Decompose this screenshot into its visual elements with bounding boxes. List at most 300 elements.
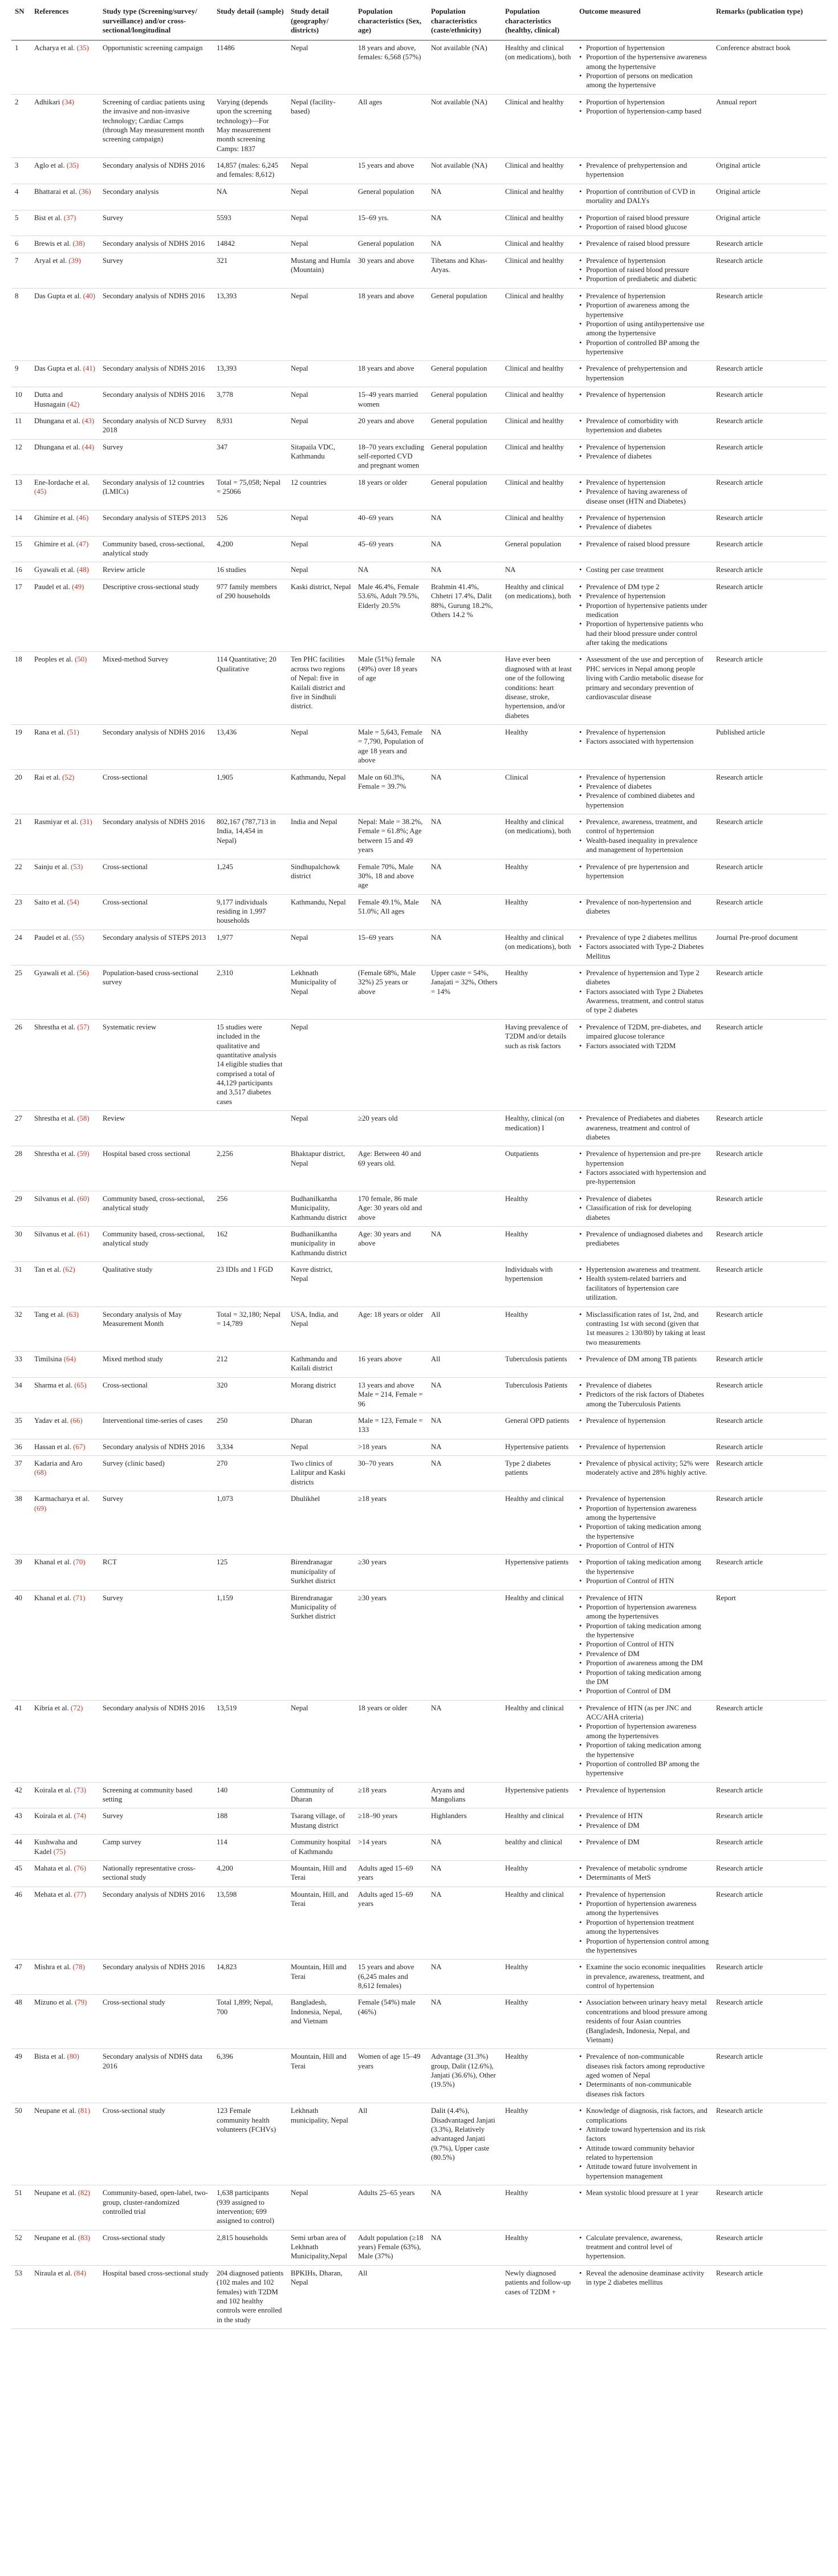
cell-geography: Dhulikhel: [287, 1491, 355, 1555]
cell-sex-age: Age: 18 years or older: [355, 1307, 428, 1352]
cell-sex-age: All: [355, 2103, 428, 2185]
cell-caste: NA: [428, 725, 502, 770]
table-row: [11, 1439, 827, 1455]
table-row: [11, 158, 827, 184]
cell-sample: 125: [213, 1555, 287, 1590]
outcome-item: • Prevalence of pre hypertension and hypertension: [579, 862, 709, 881]
table-row: [11, 2230, 827, 2265]
cell-caste: [428, 1555, 502, 1590]
reference-citation-link[interactable]: (37): [63, 213, 76, 222]
reference-citation-link[interactable]: (74): [74, 1812, 86, 1820]
reference-author: Aryal et al.: [34, 256, 67, 265]
cell-sn: 1: [11, 40, 31, 94]
reference-citation-link[interactable]: (60): [77, 1194, 90, 1203]
cell-sn: 26: [11, 1019, 31, 1110]
cell-sample: 14,823: [213, 1960, 287, 1995]
reference-citation-link[interactable]: (71): [73, 1593, 86, 1602]
cell-caste: Upper caste = 54%, Janajati = 32%, Others = 14%: [428, 965, 502, 1019]
cell-study-type: Cross-sectional: [99, 1377, 213, 1413]
cell-caste: NA: [428, 236, 502, 253]
outcome-item: • Factors associated with T2DM: [579, 1041, 709, 1050]
outcome-item: • Prevalence of undiagnosed diabetes and prediabetes: [579, 1230, 709, 1248]
cell-sex-age: Adults 25–65 years: [355, 2185, 428, 2230]
reference-citation-link[interactable]: (44): [82, 443, 95, 451]
cell-caste: NA: [428, 1960, 502, 1995]
outcome-list: [579, 2233, 709, 2261]
cell-geography: Sindhupalchowk district: [287, 859, 355, 894]
cell-caste: NA: [428, 1887, 502, 1960]
cell-remarks: Research article: [713, 579, 827, 652]
cell-outcomes: [576, 413, 713, 439]
cell-reference: [31, 474, 99, 510]
cell-sample: 11486: [213, 40, 287, 94]
cell-geography: Nepal: [287, 361, 355, 387]
reference-citation-link[interactable]: (34): [62, 98, 75, 106]
outcome-list: [579, 513, 709, 532]
outcome-item: • Proportion of awareness among the hypertensive: [579, 301, 709, 319]
cell-reference: [31, 510, 99, 536]
cell-clinical: Clinical and healthy: [502, 184, 576, 210]
table-row: [11, 1146, 827, 1191]
table-row: [11, 94, 827, 157]
cell-caste: NA: [428, 510, 502, 536]
cell-sample: 1,073: [213, 1491, 287, 1555]
cell-study-type: Secondary analysis of STEPS 2013: [99, 930, 213, 965]
cell-sex-age: ≥18 years: [355, 1782, 428, 1808]
cell-remarks: Research article: [713, 510, 827, 536]
reference-citation-link[interactable]: (55): [72, 933, 84, 942]
cell-reference: [31, 1995, 99, 2049]
cell-study-type: Secondary analysis of NDHS 2016: [99, 387, 213, 413]
cell-caste: NA: [428, 1700, 502, 1782]
cell-caste: Aryans and Mangolians: [428, 1782, 502, 1808]
cell-sex-age: 18 years and above: [355, 361, 428, 387]
cell-sn: 23: [11, 894, 31, 930]
reference-citation-link[interactable]: (35): [76, 43, 89, 52]
reference-author: Ghimire et al.: [34, 539, 75, 548]
reference-citation-link[interactable]: (64): [63, 1355, 76, 1363]
outcome-list: [579, 1149, 709, 1187]
cell-reference: [31, 562, 99, 579]
table-row: [11, 769, 827, 814]
cell-geography: Nepal: [287, 413, 355, 439]
reference-citation-link[interactable]: (67): [73, 1442, 86, 1451]
reference-author: Kadaria and Aro: [34, 1459, 83, 1467]
cell-sex-age: Adult population (≥18 years) Female (63%), Male (37%): [355, 2230, 428, 2265]
table-row: [11, 1555, 827, 1590]
reference-author: Neupane et al.: [34, 2189, 76, 2197]
cell-sex-age: 16 years above: [355, 1352, 428, 1378]
reference-citation-link[interactable]: (31): [80, 818, 92, 826]
cell-sample: 204 diagnosed patients (102 males and 102 females) with T2DM and 102 healthy controls were enrolled in the study: [213, 2265, 287, 2328]
outcome-item: • Prevalence of prehypertension and hypertension: [579, 364, 709, 383]
cell-remarks: Research article: [713, 1887, 827, 1960]
cell-sn: 35: [11, 1413, 31, 1439]
outcome-item: • Prevalence of hypertension: [579, 1786, 709, 1795]
cell-sample: 320: [213, 1377, 287, 1413]
outcome-item: • Proportion of controlled BP among the hypertensive: [579, 1759, 709, 1778]
reference-citation-link[interactable]: (39): [68, 256, 81, 265]
cell-remarks: Research article: [713, 1555, 827, 1590]
outcome-list: [579, 1114, 709, 1142]
reference-citation-link[interactable]: (69): [34, 1504, 47, 1512]
cell-clinical: Healthy and clinical (on medications), both: [502, 814, 576, 859]
reference-author: Gyawali et al.: [34, 968, 75, 977]
cell-caste: NA: [428, 814, 502, 859]
cell-clinical: Clinical and healthy: [502, 474, 576, 510]
cell-sex-age: Nepal: Male = 38.2%, Female = 61.8%; Age between 15 and 49 years: [355, 814, 428, 859]
cell-reference: [31, 1456, 99, 1491]
cell-caste: [428, 1146, 502, 1191]
cell-clinical: Outpatients: [502, 1146, 576, 1191]
outcome-item: • Prevalence of hypertension: [579, 256, 709, 265]
cell-remarks: Research article: [713, 814, 827, 859]
cell-sn: 15: [11, 536, 31, 562]
outcome-item: • Proportion of hypertension: [579, 98, 709, 107]
cell-sex-age: 18 years and above: [355, 288, 428, 361]
table-row: [11, 474, 827, 510]
reference-citation-link[interactable]: (45): [34, 488, 47, 496]
reference-citation-link[interactable]: (35): [66, 161, 79, 169]
cell-study-type: Secondary analysis of NDHS data 2016: [99, 2049, 213, 2103]
reference-citation-link[interactable]: (62): [63, 1265, 75, 1273]
cell-geography: Nepal: [287, 930, 355, 965]
cell-reference: [31, 1555, 99, 1590]
reference-citation-link[interactable]: (53): [70, 862, 83, 871]
outcome-item: • Proportion of taking medication among the hypertensive: [579, 1741, 709, 1759]
cell-sample: 4,200: [213, 536, 287, 562]
outcome-item: • Costing per case treatment: [579, 565, 709, 574]
cell-caste: [428, 1191, 502, 1226]
reference-citation-link[interactable]: (36): [79, 187, 91, 196]
reference-citation-link[interactable]: (42): [67, 400, 80, 408]
cell-outcomes: [576, 579, 713, 652]
cell-sample: 321: [213, 253, 287, 288]
cell-study-type: Secondary analysis of NDHS 2016: [99, 361, 213, 387]
cell-study-type: Descriptive cross-sectional study: [99, 579, 213, 652]
cell-sn: 36: [11, 1439, 31, 1455]
cell-study-type: Systematic review: [99, 1019, 213, 1110]
reference-citation-link[interactable]: (82): [78, 2189, 91, 2197]
cell-sn: 43: [11, 1808, 31, 1835]
reference-author: Rana et al.: [34, 728, 66, 736]
cell-sex-age: General population: [355, 236, 428, 253]
cell-reference: [31, 2185, 99, 2230]
cell-study-type: Cross-sectional: [99, 894, 213, 930]
reference-citation-link[interactable]: (59): [77, 1150, 90, 1158]
cell-sex-age: 15 years and above: [355, 158, 428, 184]
reference-citation-link[interactable]: (84): [74, 2269, 86, 2277]
cell-geography: USA, India, and Nepal: [287, 1307, 355, 1352]
cell-sex-age: [355, 1262, 428, 1307]
outcome-list: [579, 1459, 709, 1478]
outcome-item: • Prevalence of diabetes: [579, 522, 709, 532]
cell-sex-age: 18–70 years excluding self-reported CVD and pregnant women: [355, 439, 428, 474]
reference-citation-link[interactable]: (50): [75, 655, 87, 664]
cell-outcomes: [576, 2049, 713, 2103]
cell-reference: [31, 2265, 99, 2328]
cell-geography: Mountain, Hill, and Terai: [287, 1887, 355, 1960]
outcome-item: • Proportion of hypertension control among the hypertensives: [579, 1937, 709, 1956]
outcome-item: • Calculate prevalence, awareness, treatment and control level of hypertension.: [579, 2233, 709, 2261]
cell-outcomes: [576, 814, 713, 859]
cell-sample: 1,245: [213, 859, 287, 894]
outcome-item: • Prevalence of hypertension and Type 2 diabetes: [579, 968, 709, 987]
outcome-item: • Association between urinary heavy metal concentrations and blood pressure among residents of four Asian countries (Bangladesh, Indonesia, Nepal, and Vietnam): [579, 1998, 709, 2044]
cell-sex-age: 18 years or older: [355, 1700, 428, 1782]
header-study-geography: Study detail (geography/ districts): [287, 5, 355, 40]
cell-clinical: Healthy: [502, 2103, 576, 2185]
cell-remarks: Research article: [713, 413, 827, 439]
cell-reference: [31, 1191, 99, 1226]
table-row: [11, 814, 827, 859]
cell-outcomes: [576, 859, 713, 894]
cell-outcomes: [576, 2230, 713, 2265]
cell-reference: [31, 579, 99, 652]
cell-geography: 12 countries: [287, 474, 355, 510]
cell-sn: 5: [11, 210, 31, 236]
outcome-list: [579, 161, 709, 180]
cell-study-type: Camp survey: [99, 1835, 213, 1861]
reference-author: Sainju et al.: [34, 862, 69, 871]
reference-citation-link[interactable]: (40): [83, 291, 95, 300]
cell-sn: 6: [11, 236, 31, 253]
cell-sn: 50: [11, 2103, 31, 2185]
outcome-item: • Prevalence of hypertension: [579, 1494, 709, 1503]
cell-sn: 31: [11, 1262, 31, 1307]
cell-sample: NA: [213, 184, 287, 210]
reference-author: Mishra et al.: [34, 1963, 71, 1971]
cell-clinical: Healthy and clinical (on medications), both: [502, 930, 576, 965]
reference-author: Niraula et al.: [34, 2269, 72, 2277]
reference-citation-link[interactable]: (48): [76, 566, 89, 574]
cell-caste: [428, 1491, 502, 1555]
reference-citation-link[interactable]: (80): [67, 2052, 79, 2061]
reference-citation-link[interactable]: (66): [70, 1416, 83, 1425]
cell-geography: Budhanilkantha municipality in Kathmandu district: [287, 1226, 355, 1261]
outcome-item: • Proportion of raised blood pressure: [579, 265, 709, 274]
reference-citation-link[interactable]: (57): [77, 1023, 90, 1031]
cell-clinical: Healthy and clinical: [502, 1887, 576, 1960]
outcome-item: • Proportion of contribution of CVD in mortality and DALYs: [579, 187, 709, 206]
reference-author: Bist et al.: [34, 213, 62, 222]
cell-reference: [31, 361, 99, 387]
outcome-list: [579, 1998, 709, 2044]
cell-caste: Not available (NA): [428, 158, 502, 184]
reference-citation-link[interactable]: (65): [74, 1381, 87, 1389]
outcome-list: [579, 1593, 709, 1696]
cell-outcomes: [576, 769, 713, 814]
table-row: [11, 1860, 827, 1887]
outcome-list: [579, 43, 709, 90]
cell-reference: [31, 859, 99, 894]
cell-clinical: Healthy: [502, 859, 576, 894]
cell-caste: NA: [428, 894, 502, 930]
cell-remarks: Report: [713, 1590, 827, 1700]
cell-geography: Semi urban area of Lekhnath Municipality,Nepal: [287, 2230, 355, 2265]
cell-reference: [31, 288, 99, 361]
cell-outcomes: [576, 1491, 713, 1555]
reference-citation-link[interactable]: (75): [53, 1847, 66, 1856]
outcome-item: • Attitude toward hypertension and its risk factors: [579, 2125, 709, 2144]
cell-clinical: Clinical and healthy: [502, 288, 576, 361]
table-row: [11, 510, 827, 536]
cell-remarks: Research article: [713, 1413, 827, 1439]
cell-sex-age: ≥18–90 years: [355, 1808, 428, 1835]
cell-reference: [31, 184, 99, 210]
reference-citation-link[interactable]: (83): [78, 2233, 91, 2242]
reference-citation-link[interactable]: (56): [76, 968, 89, 977]
cell-caste: NA: [428, 1226, 502, 1261]
cell-remarks: Research article: [713, 859, 827, 894]
reference-citation-link[interactable]: (63): [66, 1310, 79, 1319]
cell-study-type: Community based, cross-sectional, analytical study: [99, 536, 213, 562]
reference-citation-link[interactable]: (79): [75, 1998, 87, 2007]
cell-sex-age: >18 years: [355, 1439, 428, 1455]
cell-sn: 8: [11, 288, 31, 361]
cell-sn: 10: [11, 387, 31, 413]
cell-sex-age: 15–49 years married women: [355, 387, 428, 413]
reference-citation-link[interactable]: (46): [76, 513, 89, 522]
table-row: [11, 236, 827, 253]
cell-sample: Total = 75,058; Nepal = 25066: [213, 474, 287, 510]
cell-geography: Nepal: [287, 1700, 355, 1782]
cell-caste: NA: [428, 1860, 502, 1887]
outcome-item: • Prevalence of hypertension: [579, 513, 709, 522]
reference-citation-link[interactable]: (73): [74, 1786, 86, 1794]
cell-outcomes: [576, 1019, 713, 1110]
cell-remarks: Research article: [713, 769, 827, 814]
cell-reference: [31, 210, 99, 236]
reference-author: Das Gupta et al.: [34, 291, 82, 300]
cell-study-type: Secondary analysis of STEPS 2013: [99, 510, 213, 536]
cell-sn: 34: [11, 1377, 31, 1413]
cell-outcomes: [576, 1111, 713, 1146]
reference-author: Rasmiyar et al.: [34, 818, 79, 826]
cell-outcomes: [576, 562, 713, 579]
outcome-list: [579, 443, 709, 461]
cell-caste: NA: [428, 1377, 502, 1413]
cell-sample: 13,436: [213, 725, 287, 770]
cell-study-type: Cross-sectional study: [99, 2103, 213, 2185]
cell-reference: [31, 1808, 99, 1835]
cell-reference: [31, 387, 99, 413]
cell-geography: Nepal: [287, 158, 355, 184]
cell-geography: Mountain, Hill and Terai: [287, 2049, 355, 2103]
outcome-item: • Proportion of prediabetic and diabetic: [579, 274, 709, 283]
cell-remarks: Original article: [713, 210, 827, 236]
outcome-item: • Health system-related barriers and facilitators of hypertension care utilization.: [579, 1274, 709, 1302]
reference-citation-link[interactable]: (47): [76, 539, 89, 548]
cell-study-type: Nationally representative cross-sectional study: [99, 1860, 213, 1887]
cell-clinical: Clinical and healthy: [502, 210, 576, 236]
table-row: [11, 562, 827, 579]
cell-sn: 14: [11, 510, 31, 536]
cell-reference: [31, 1439, 99, 1455]
cell-geography: Kaski district, Nepal: [287, 579, 355, 652]
cell-sn: 45: [11, 1860, 31, 1887]
reference-author: Khanal et al.: [34, 1558, 72, 1567]
cell-sex-age: >14 years: [355, 1835, 428, 1861]
cell-caste: NA: [428, 859, 502, 894]
cell-geography: Dharan: [287, 1413, 355, 1439]
cell-sex-age: Female (54%) male (46%): [355, 1995, 428, 2049]
cell-reference: [31, 40, 99, 94]
outcome-list: [579, 582, 709, 648]
reference-citation-link[interactable]: (52): [62, 773, 75, 781]
cell-sn: 18: [11, 652, 31, 725]
cell-geography: Birendranagar Municipality of Surkhet district: [287, 1590, 355, 1700]
table-row: [11, 536, 827, 562]
reference-citation-link[interactable]: (49): [72, 582, 84, 591]
cell-sample: 13,393: [213, 288, 287, 361]
cell-outcomes: [576, 1456, 713, 1491]
cell-caste: NA: [428, 184, 502, 210]
reference-citation-link[interactable]: (76): [74, 1864, 86, 1872]
cell-clinical: Newly diagnosed patients and follow-up cases of T2DM +: [502, 2265, 576, 2328]
reference-citation-link[interactable]: (77): [74, 1890, 86, 1898]
reference-citation-link[interactable]: (61): [77, 1230, 90, 1238]
cell-sn: 42: [11, 1782, 31, 1808]
reference-citation-link[interactable]: (54): [67, 898, 79, 906]
cell-reference: [31, 1262, 99, 1307]
cell-geography: Birendranagar municipality of Surkhet district: [287, 1555, 355, 1590]
cell-remarks: Research article: [713, 1782, 827, 1808]
cell-sex-age: Female 49.1%, Male 51.0%; All ages: [355, 894, 428, 930]
cell-sex-age: 18 years and above, females: 6,568 (57%): [355, 40, 428, 94]
reference-author: Silvanus et al.: [34, 1194, 76, 1203]
reference-citation-link[interactable]: (70): [73, 1558, 86, 1567]
reference-citation-link[interactable]: (72): [70, 1703, 83, 1712]
outcome-item: • Prevalence of combined diabetes and hypertension: [579, 791, 709, 810]
outcome-list: [579, 1837, 709, 1847]
reference-citation-link[interactable]: (38): [72, 240, 85, 248]
cell-remarks: Research article: [713, 2230, 827, 2265]
cell-remarks: Research article: [713, 1307, 827, 1352]
reference-citation-link[interactable]: (58): [77, 1114, 90, 1123]
reference-citation-link[interactable]: (43): [82, 416, 95, 425]
reference-citation-link[interactable]: (68): [34, 1468, 47, 1477]
table-row: [11, 439, 827, 474]
cell-outcomes: [576, 439, 713, 474]
outcome-item: • Assessment of the use and perception of PHC services in Nepal among people living with Cardio metabolic disease for primary and secondary prevention of cardiovascular disease: [579, 655, 709, 701]
reference-citation-link[interactable]: (41): [83, 364, 95, 373]
reference-citation-link[interactable]: (78): [72, 1963, 85, 1971]
reference-author: Timilsina: [34, 1355, 62, 1363]
cell-geography: Community hospital of Kathmandu: [287, 1835, 355, 1861]
cell-reference: [31, 1352, 99, 1378]
reference-author: Yadav et al.: [34, 1416, 69, 1425]
outcome-item: • Misclassification rates of 1st, 2nd, and contrasting 1st with second (given that 1st measures ≥ 130/80) by taking at least two measurements: [579, 1310, 709, 1348]
cell-sample: Varying (depends upon the screening technology)—For May measurement month screening Camps: 1837: [213, 94, 287, 157]
reference-citation-link[interactable]: (81): [78, 2107, 91, 2115]
cell-caste: General population: [428, 361, 502, 387]
cell-clinical: Type 2 diabetes patients: [502, 1456, 576, 1491]
outcome-item: • Proportion of taking medication among the hypertensive: [579, 1522, 709, 1541]
reference-citation-link[interactable]: (51): [67, 728, 79, 736]
outcome-list: [579, 478, 709, 506]
cell-clinical: General population: [502, 536, 576, 562]
cell-sn: 51: [11, 2185, 31, 2230]
cell-remarks: Original article: [713, 158, 827, 184]
cell-reference: [31, 1835, 99, 1861]
cell-outcomes: [576, 253, 713, 288]
cell-reference: [31, 2103, 99, 2185]
cell-sex-age: Male (51%) female (49%) over 18 years of age: [355, 652, 428, 725]
outcome-item: • Prevalence of physical activity; 52% were moderately active and 28% highly active.: [579, 1459, 709, 1478]
header-study-type: Study type (Screening/survey/ surveillance) and/or cross-sectional/longitudinal: [99, 5, 213, 40]
cell-remarks: Research article: [713, 2185, 827, 2230]
